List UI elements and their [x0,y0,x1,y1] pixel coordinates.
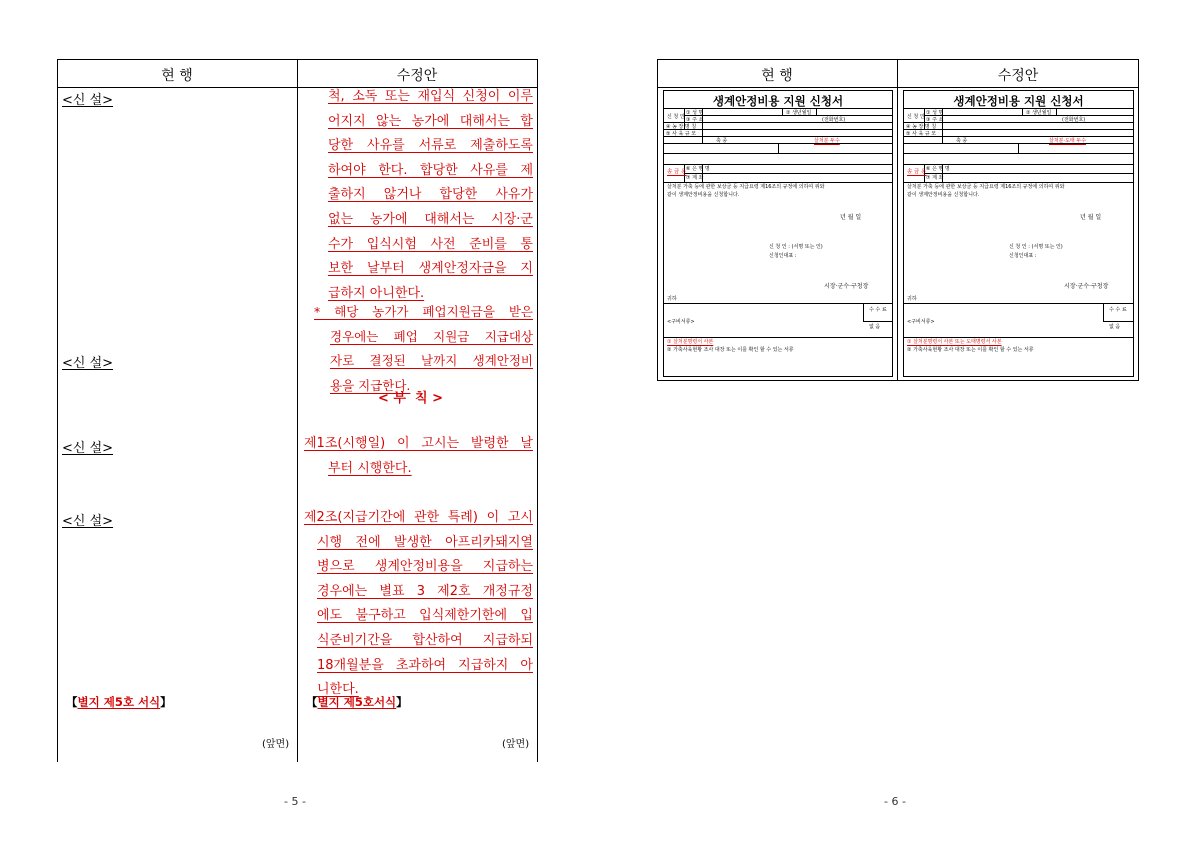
revised-paragraph-1 [328,85,533,306]
header-current: 현 행 [761,68,793,84]
text-line: 급하지 아니한다. [328,285,425,301]
text-line: 18개월분을 초과하여 지급하지 아 [317,657,533,673]
application-form-revised: 생계안정비용 지원 신청서 신 청 인 ① 성 명 ② 생년월일 ③ 주 소 (전화번호) ④ 농 장 명 칭 ⑤ 사 육 규 모 축 종 살처분·도태 두수 송 금 용 ⑥ 은 행 명 ⑦ 계 좌 살처분 가축 등에 관한 보상금 등 지급요령 제16조의 규정에 의하여 위와 같이 생계안정비용을 신청합니다. 년 월 일 신 청 인 : (서명 또는 인) 신청인대표 : 시장·군수·구청장 귀하 수 수 료 없 음 <구비서류> ① 살처분명령서 사본 또는 도태명령서 사본 ② 가축사육현황 조사 대장 또는 이를 확인 할 수 있는 서류 [903,90,1134,377]
text-line: 제1조(시행일) 이 고시는 발령한 날 [304,436,533,451]
table-right-border [537,59,538,762]
revised-note [314,300,533,398]
revised-article-2 [304,506,533,703]
current-entry: <신 설> [62,514,114,529]
text-line: 병으로 생계안정비용을 지급하는 [317,559,533,575]
table-left-border [57,59,58,762]
text-line: 부터 시행한다. [328,460,412,476]
form-title: 생계안정비용 지원 신청서 [712,94,844,108]
text-line: 식준비기간을 합산하여 지급하되 [317,632,533,648]
text-line: 에도 불구하고 입식제한기한에 입 [317,608,533,624]
text-line: 하여야 한다. 합당한 사유를 제 [328,162,533,178]
front-side-label: (앞면) [502,739,530,750]
current-entry: <신 설> [62,441,114,456]
header-revised: 수정안 [997,68,1039,84]
form-label-current: 【별지 제5호 서식】 [66,695,172,709]
table-header-border [657,87,1139,88]
text-line: 어지지 않는 농가에 대해서는 합 [328,113,533,129]
text-line: 수가 입식시험 사전 준비를 통 [328,236,533,252]
text-line: 자로 결정된 날까지 생계안정비 [330,353,533,369]
text-line: 경우에는 폐업 지원금 지급대상 [330,328,533,344]
header-current: 현 행 [161,68,193,84]
text-line: 출하지 않거나 합당한 사유가 [328,187,533,203]
text-line: 당한 사유를 서류로 제출하도록 [328,138,533,154]
current-entry: <신 설> [62,356,114,371]
text-line: * 해당 농가가 폐업지원금을 받은 [314,304,533,319]
text-line: 없는 농가에 대해서는 시장·군 [328,211,533,227]
page-number: - 5 - [284,795,306,808]
text-line: 니한다. [317,682,359,698]
application-form-current: 생계안정비용 지원 신청서 신 청 인 ① 성 명 ② 생년월일 ③ 주 소 (전화번호) ④ 농 장 명 칭 ⑤ 사 육 규 모 축 종 살처분 두수 송 금 용 ⑥ 은 행 명 ⑦ 계 좌 살처분 가축 등에 관한 보상금 등 지급요령 제16조의 규정에 의하여 위와 같이 생계안정비용을 신청합니다. 년 월 일 신 청 인 : (서명 또는 인) 신청인대표 : 시장·군수·구청장 귀하 수 수 료 없 음 <구비서류> ① 살처분명령서 사본 ② 가축사육현황 조사 대장 또는 이를 확인 할 수 있는 서류 [663,90,893,377]
form-title: 생계안정비용 지원 신청서 [953,94,1084,108]
current-entry: <신 설> [62,93,114,108]
table-middle-border [897,59,898,381]
text-line: 제2조(지급기간에 관한 특례) 이 고시 [304,510,533,525]
text-line: 경우에는 별표 3 제2호 개정규정 [317,583,533,599]
text-line: 용을 지급한다. [330,377,411,393]
text-line: 보한 날부터 생계안정자금을 지 [328,261,533,277]
table-middle-border [297,59,298,762]
front-side-label: (앞면) [262,739,290,750]
header-revised: 수정안 [396,68,438,84]
text-line: 척, 소독 또는 재입식 신청이 이루 [328,89,533,104]
form-label-revised: 【별지 제5호서식】 [306,695,408,709]
addendum-title: < 부 칙 > [378,391,444,406]
page-number: - 6 - [884,795,906,808]
text-line: 시행 전에 발생한 아프리카돼지열 [317,534,533,550]
revised-article-1 [304,432,533,481]
